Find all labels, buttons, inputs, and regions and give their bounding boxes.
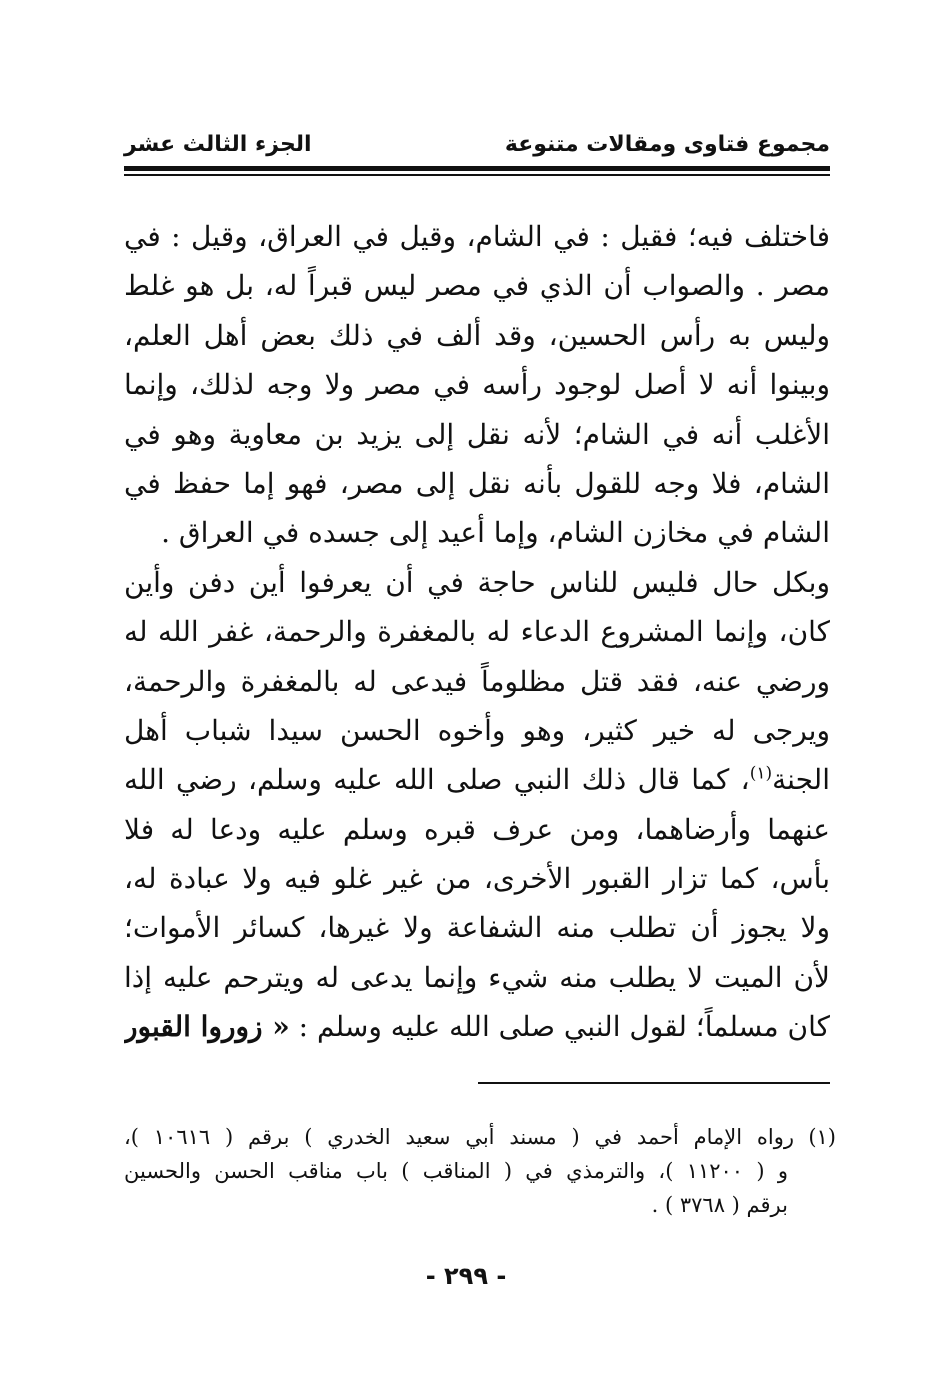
text-line: ويرجى له خير كثير، وهو وأخوه الحسن سيدا شباب أهل	[124, 713, 830, 747]
running-header	[124, 128, 830, 162]
text-line: لأن الميت لا يطلب منه شيء وإنما يدعى له ويترحم عليه إذا	[124, 960, 830, 994]
text-line: ورضي عنه، فقد قتل مظلوماً فيدعى له بالمغفرة والرحمة،	[124, 664, 830, 698]
text-segment: ، كما قال ذلك النبي صلى الله عليه وسلم، رضي الله	[124, 763, 750, 797]
text-line	[124, 755, 830, 804]
book-title: مجموع فتاوى ومقالات متنوعة	[504, 132, 830, 157]
footnotes	[124, 1120, 836, 1222]
text-line	[124, 1002, 830, 1051]
footnote-line: و ( ١١٢٠٠ )، والترمذي في ( المناقب ) باب مناقب الحسن والحسين	[124, 1159, 788, 1183]
text-segment: كان مسلماً؛ لقول النبي صلى الله عليه وسلم :	[289, 1010, 830, 1044]
page-number: - ٢٩٩ -	[425, 1262, 507, 1290]
footnote-number: (١)	[808, 1125, 836, 1149]
text-line: وبينوا أنه لا أصل لوجود رأسه في مصر ولا وجه لذلك، وإنما	[124, 368, 830, 402]
text-line: عنهما وأرضاهما، ومن عرف قبره وسلم عليه ودعا له فلا	[124, 812, 830, 846]
header-rule	[124, 166, 830, 171]
footnote-reference[interactable]: (١)	[749, 763, 773, 784]
footnote-line: برقم ( ٣٧٦٨ ) .	[651, 1193, 788, 1217]
footnote-line	[124, 1120, 836, 1154]
text-line: فاختلف فيه؛ فقيل : في الشام، وقيل في العراق، وقيل : في	[124, 220, 830, 253]
footnote-separator	[478, 1082, 830, 1084]
text-line: الشام، فلا وجه للقول بأنه نقل إلى مصر، فهو إما حفظ في	[124, 466, 830, 500]
header-rule-thin	[124, 174, 830, 176]
text-line: ولا يجوز أن تطلب منه الشفاعة ولا غيرها، كسائر الأموات؛	[124, 911, 830, 945]
text-line: وليس به رأس الحسين، وقد ألف في ذلك بعض أهل العلم،	[124, 318, 830, 352]
text-line: وبكل حال فليس للناس حاجة في أن يعرفوا أين دفن وأين	[124, 565, 830, 599]
hadith-quote: « زوروا القبور	[124, 1010, 290, 1044]
text-line: الأغلب أنه في الشام؛ لأنه نقل إلى يزيد بن معاوية وهو في	[124, 417, 830, 451]
main-text	[124, 212, 830, 1052]
text-line: الشام في مخازن الشام، وإما أعيد إلى جسده في العراق .	[161, 516, 830, 550]
text-line: بأس، كما تزار القبور الأخرى، من غير غلو فيه ولا عبادة له،	[124, 862, 830, 896]
text-line: مصر . والصواب أن الذي في مصر ليس قبراً له، بل هو غلط	[124, 269, 830, 303]
volume-label: الجزء الثالث عشر	[124, 132, 312, 157]
text-segment: الجنة	[772, 763, 830, 797]
footnote-text: رواه الإمام أحمد في ( مسند أبي سعيد الخدري ) برقم ( ١٠٦١٦ )،	[124, 1125, 794, 1149]
text-line: كان، وإنما المشروع الدعاء له بالمغفرة والرحمة، غفر الله له	[124, 615, 830, 649]
